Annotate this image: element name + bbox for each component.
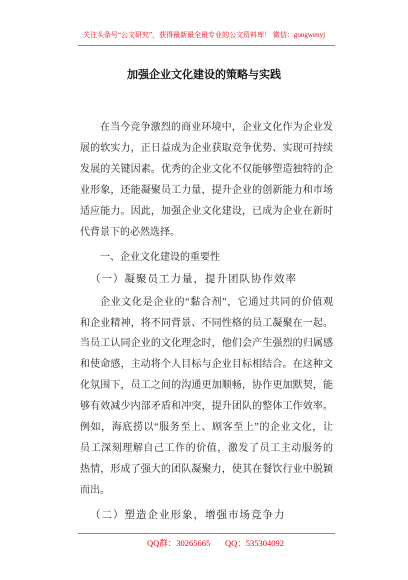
body-line: 当员工认同企业的文化理念时，他们会产生强烈的归属感 xyxy=(80,338,333,349)
body-line: 员工深刻理解自己工作的价值，激发了员工主动服务的 xyxy=(80,443,333,454)
intro-line: 发展的关键因素。优秀的企业文化不仅能够塑造独特的企 xyxy=(80,164,333,175)
section-heading: 一、企业文化建设的重要性 xyxy=(100,252,220,263)
intro-line: 适应能力。因此，加强企业文化建设，已成为企业在新时 xyxy=(80,206,333,217)
intro-line: 在当今竞争激烈的商业环境中，企业文化作为企业发 xyxy=(100,122,333,133)
intro-line: 展的软实力，正日益成为企业获取竞争优势、实现可持续 xyxy=(80,143,333,154)
body-line: 够有效减少内部矛盾和冲突，提升团队的整体工作效率。 xyxy=(80,401,333,412)
header-divider xyxy=(78,45,335,46)
subsection-heading: （一）凝聚员工力量，提升团队协作效率 xyxy=(90,274,297,285)
footer-qq-group: QQ群：30265665 xyxy=(147,538,211,548)
footer-divider xyxy=(78,533,335,534)
body-line: 和企业精神，将不同背景、不同性格的员工凝聚在一起。 xyxy=(80,318,333,329)
body-line: 例如，海底捞以“服务至上、顾客至上”的企业文化，让 xyxy=(80,422,333,433)
intro-line: 业形象，还能凝聚员工力量，提升企业的创新能力和市场 xyxy=(80,185,333,196)
body-line: 和使命感，主动将个人目标与企业目标相结合。在这种文 xyxy=(80,359,333,370)
body-line: 而出。 xyxy=(80,485,110,496)
body-line: 热情，形成了强大的团队凝聚力，使其在餐饮行业中脱颖 xyxy=(80,464,333,475)
body-line: 化氛围下，员工之间的沟通更加顺畅，协作更加默契，能 xyxy=(80,380,333,391)
subsection-heading: （二）塑造企业形象，增强市场竞争力 xyxy=(90,510,286,521)
body-line: 企业文化是企业的“黏合剂”，它通过共同的价值观 xyxy=(100,297,333,308)
header-notice: 关注头条号“公文研究”，获得最新最全最专业的公文资料库！ 微信：gongwenyj xyxy=(82,31,326,39)
intro-line: 代背景下的必然选择。 xyxy=(80,227,180,238)
footer-qq: QQ：535304092 xyxy=(225,538,285,548)
document-title: 加强企业文化建设的策略与实践 xyxy=(127,69,281,81)
